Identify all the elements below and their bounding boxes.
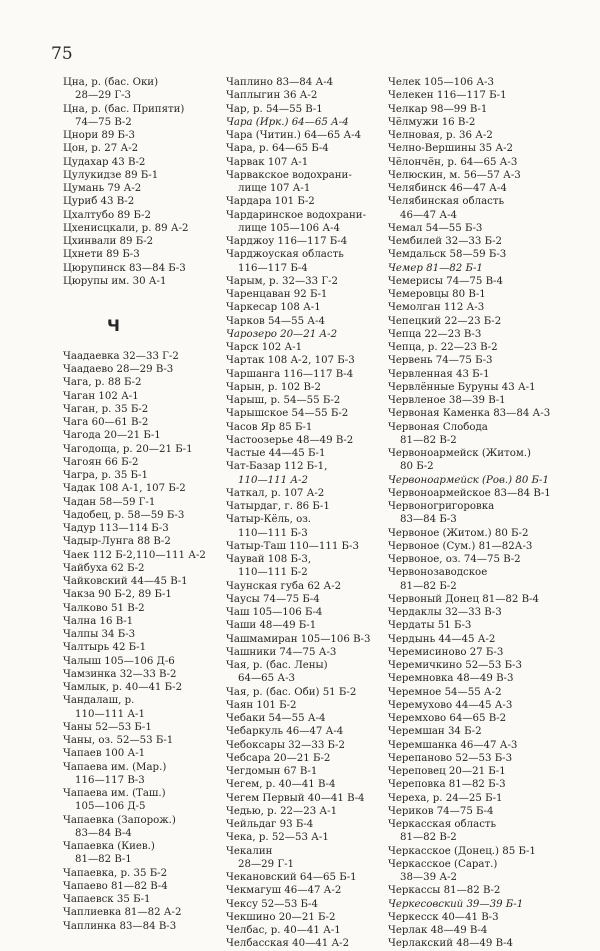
index-entry: Чёлончён, р. 64—65 А-3	[388, 156, 518, 168]
index-entry: Червоное (Житом.) 80 Б-2	[388, 527, 529, 539]
index-entry: Чаплыгин 36 А-2	[226, 90, 318, 102]
index-entry: 83—84 В-4	[75, 827, 132, 839]
index-entry: Цхенисцкали, р. 89 А-2	[63, 222, 189, 234]
index-entry: Чебаки 54—55 А-4	[226, 713, 326, 724]
index-entry: Чердаклы 32—33 В-3	[388, 607, 502, 618]
index-entry: 81—82 В-2	[400, 832, 457, 844]
index-entry: Череповец 20—21 Б-1	[388, 766, 506, 777]
index-entry: Цумань 79 А-2	[63, 183, 142, 194]
index-entry: Чадыр-Лунга 88 В-2	[63, 536, 171, 548]
index-column-3	[388, 76, 558, 951]
index-entry: Чемер 81—82 Б-1	[388, 262, 483, 274]
index-entry: 110—111 А-2	[238, 474, 308, 486]
index-entry: Чага, р. 88 Б-2	[63, 377, 142, 389]
index-entry: Чегем, р. 40—41 В-4	[226, 779, 336, 791]
index-entry: Челекен 116—117 Б-1	[388, 90, 507, 102]
index-entry: Черкасское (Донец.) 85 Б-1	[388, 845, 536, 857]
index-entry: Чалпы 34 Б-3	[63, 629, 136, 640]
index-entry: Червленная 43 Б-1	[388, 368, 490, 380]
index-entry: Черкасское (Сарат.)	[388, 858, 498, 870]
index-entry: Чепца, р. 22—23 В-2	[388, 342, 498, 353]
index-entry: Чапаев 100 А-1	[63, 748, 146, 760]
index-entry: Чара (Ирк.) 64—65 А-4	[226, 116, 349, 128]
index-entry: Чадан 58—59 Г-1	[63, 496, 156, 508]
index-entry: Чаек 112 Б-2,110—111 А-2	[63, 549, 206, 561]
index-entry: Чатыр-Кёль, оз.	[226, 514, 311, 526]
index-entry: 116—117 В-3	[75, 774, 145, 786]
index-entry: Чебоксары 32—33 Б-2	[226, 739, 345, 751]
index-entry: Черкесск 40—41 В-3	[388, 911, 499, 923]
index-entry: Чая, р. (бас. Оби) 51 Б-2	[226, 686, 357, 698]
index-entry: Чепца 22—23 В-3	[388, 328, 482, 340]
index-entry: Чакза 90 Б-2, 89 Б-1	[63, 589, 172, 601]
index-entry: Чекалин	[226, 845, 273, 857]
index-entry: Черемное 54—55 А-2	[388, 686, 502, 698]
index-entry: Челюскин, м. 56—57 А-3	[388, 169, 521, 181]
index-entry: Чатырдаг, г. 86 Б-1	[226, 501, 330, 512]
index-entry: Чебсара 20—21 Б-2	[226, 752, 331, 764]
index-entry: Цюрупы им. 30 А-1	[63, 275, 167, 287]
index-entry: Частоозерье 48—49 В-2	[226, 434, 354, 446]
index-entry: Чапаево 81—82 В-4	[63, 880, 168, 892]
index-entry: Чегдомын 67 В-1	[226, 766, 318, 777]
index-entry: Чаркесар 108 А-1	[226, 302, 321, 314]
index-entry: Чагодоща, р. 20—21 Б-1	[63, 443, 193, 455]
index-entry: Чаплиевка 81—82 А-2	[63, 907, 182, 919]
index-entry: Червень 74—75 Б-3	[388, 355, 493, 367]
index-entry: Чаян 101 Б-2	[226, 699, 297, 711]
index-entry: Челно-Вершины 35 А-2	[388, 143, 514, 155]
index-entry: Чаткал, р. 107 А-2	[226, 487, 325, 499]
index-entry: Чаши 48—49 Б-1	[226, 620, 317, 632]
index-entry: Чемолган 112 А-3	[388, 302, 485, 314]
index-entry: Цон, р. 27 А-2	[63, 143, 139, 155]
index-entry: Чат-Базар 112 Б-1,	[226, 461, 328, 473]
index-entry: Червоное (Сум.) 81—82А-3	[388, 540, 533, 552]
index-entry: 64—65 А-3	[238, 673, 295, 685]
index-entry: лище 105—106 А-4	[238, 222, 340, 234]
index-entry: Чаунская губа 62 А-2	[226, 580, 342, 592]
index-entry: 116—117 Б-4	[238, 262, 308, 274]
index-column-1	[63, 76, 213, 933]
index-entry: Чапаева им. (Таш.)	[63, 788, 166, 799]
index-entry: Челкар 98—99 В-1	[388, 103, 488, 115]
index-entry: Черемичкино 52—53 Б-3	[388, 660, 522, 671]
index-entry: 80 Б-2	[400, 461, 434, 473]
page-number: 75	[51, 44, 73, 64]
index-entry: 83—84 Б-3	[400, 514, 457, 526]
index-entry: Чарын, р. 102 В-2	[226, 381, 321, 393]
index-column-2	[226, 76, 380, 951]
index-entry: Цна, р. (бас. Припяти)	[63, 103, 185, 115]
index-entry: Чапаевка (Киев.)	[63, 841, 155, 852]
index-entry: Чарков 54—55 А-4	[226, 315, 325, 327]
index-entry: Червоная Слобода	[388, 421, 488, 433]
index-entry: Черлакский 48—49 В-4	[388, 938, 513, 950]
index-entry: Чекмагуш 46—47 А-2	[226, 885, 342, 897]
index-entry: Челябинск 46—47 А-4	[388, 183, 507, 194]
index-entry: Чапаева им. (Мар.)	[63, 761, 167, 773]
index-entry: Цюрупинск 83—84 Б-3	[63, 262, 186, 274]
index-entry: Чара, р. 64—65 Б-4	[226, 143, 329, 155]
index-entry: Червленое 38—39 В-1	[388, 395, 506, 406]
index-entry: Чемал 54—55 Б-3	[388, 222, 483, 234]
index-entry: Чалково 51 В-2	[63, 602, 145, 614]
index-entry: Челбасская 40—41 А-2	[226, 938, 350, 950]
index-entry: Чаган 102 А-1	[63, 390, 139, 402]
index-entry: 28—29 Г-3	[75, 90, 132, 102]
index-entry: 81—82 В-1	[75, 854, 132, 866]
index-entry: Чаусы 74—75 Б-4	[226, 593, 320, 605]
index-entry: лище 107 А-1	[238, 183, 311, 194]
index-entry: Чашники 74—75 А-3	[226, 646, 337, 658]
index-entry: Цхинвали 89 Б-2	[63, 236, 154, 247]
index-entry: Чёлмужи 16 В-2	[388, 116, 476, 128]
index-entry: Челябинская область	[388, 196, 505, 208]
index-entry: Чатыр-Таш 110—111 Б-3	[226, 540, 359, 552]
index-entry: Чагоян 66 Б-2	[63, 456, 139, 468]
index-entry: Чадур 113—114 Б-3	[63, 523, 169, 534]
index-entry: Цнори 89 Б-3	[63, 130, 135, 141]
index-entry: Чердаты 51 Б-3	[388, 620, 472, 632]
index-entry: Чаплинка 83—84 В-3	[63, 920, 177, 932]
index-entry: Чарым, р. 32—33 Г-2	[226, 275, 338, 287]
index-entry: Цудахар 43 В-2	[63, 156, 146, 168]
index-entry: Червонозаводское	[388, 567, 488, 579]
index-entry: 105—106 Д-5	[75, 801, 146, 813]
index-entry: Черлак 48—49 В-4	[388, 925, 488, 936]
index-entry: Чар, р. 54—55 В-1	[226, 103, 323, 115]
index-entry: Чекановский 64—65 Б-1	[226, 872, 357, 883]
index-entry: Чара (Читин.) 64—65 А-4	[226, 130, 362, 141]
index-entry: Чердынь 44—45 А-2	[388, 633, 496, 645]
index-entry: Чемдальск 58—59 Б-3	[388, 249, 507, 261]
index-entry: Червоноармейск (Житом.)	[388, 448, 531, 459]
index-entry: 81—82 В-2	[400, 434, 457, 446]
index-entry: Чепецкий 22—23 Б-2	[388, 315, 502, 327]
index-entry: Чемерисы 74—75 В-4	[388, 275, 503, 287]
index-entry: Череха, р. 24—25 Б-1	[388, 792, 503, 804]
index-entry: Чандалаш, р.	[63, 695, 135, 707]
index-entry: Челек 105—106 А-3	[388, 77, 494, 88]
index-entry: Чарск 102 А-1	[226, 342, 303, 353]
index-entry: Чаршанга 116—117 В-4	[226, 368, 354, 380]
index-entry: Чаувай 108 Б-3,	[226, 554, 312, 565]
index-entry: Чаадаево 28—29 В-3	[63, 364, 174, 375]
index-entry: Чапаевка, р. 35 Б-2	[63, 867, 168, 879]
index-entry: 28—29 Г-1	[238, 858, 295, 870]
index-entry: Чагра, р. 35 Б-1	[63, 470, 148, 481]
index-entry: 38—39 А-2	[400, 872, 457, 883]
index-entry: Чалыш 105—106 Д-6	[63, 655, 175, 667]
index-entry: Червоное, оз. 74—75 В-2	[388, 554, 521, 565]
index-entry: Чембилей 32—33 Б-2	[388, 236, 503, 247]
index-entry: Чека, р. 52—53 А-1	[226, 832, 329, 844]
index-entry: Чайбуха 62 Б-2	[63, 562, 145, 574]
index-entry: 74—75 В-2	[75, 116, 132, 128]
index-entry: Чедью, р. 22—23 А-1	[226, 805, 338, 817]
index-entry: Червоная Каменка 83—84 А-3	[388, 408, 551, 420]
index-entry: Чардаринское водохрани-	[226, 209, 367, 221]
index-entry: Чаадаевка 32—33 Г-2	[63, 350, 179, 362]
index-entry: Чарышское 54—55 Б-2	[226, 408, 349, 420]
index-entry: Цулукидзе 89 Б-1	[63, 169, 159, 181]
index-entry: Чая, р. (бас. Лены)	[226, 660, 328, 671]
index-entry: Черемхово 64—65 В-2	[388, 713, 507, 724]
index-entry: Частые 44—45 Б-1	[226, 448, 326, 459]
index-entry: Чага 60—61 В-2	[63, 417, 149, 428]
blank-line	[63, 301, 213, 314]
index-entry: Чаренцаван 92 Б-1	[226, 289, 328, 300]
index-entry: Чалтырь 42 Б-1	[63, 642, 147, 654]
index-entry: Чагода 20—21 Б-1	[63, 430, 161, 442]
index-entry: Чарозеро 20—21 А-2	[226, 328, 338, 340]
index-entry: Челбас, р. 40—41 А-1	[226, 925, 341, 936]
index-entry: Червоноармейское 83—84 В-1	[388, 487, 551, 499]
index-entry: Челновая, р. 36 А-2	[388, 130, 493, 141]
index-entry: Чайковский 44—45 В-1	[63, 576, 188, 587]
index-entry: Цуриб 43 В-2	[63, 196, 135, 208]
index-entry: Чапаевск 35 Б-1	[63, 894, 151, 905]
index-entry: Чарджоуская область	[226, 249, 344, 261]
index-entry: Чапаевка (Запорож.)	[63, 814, 176, 826]
index-entry: Цхалтубо 89 Б-2	[63, 209, 151, 221]
index-entry: Чамзинка 32—33 В-2	[63, 668, 177, 680]
blank-line	[63, 337, 213, 350]
index-entry: Чаш 105—106 Б-4	[226, 607, 323, 618]
index-entry: Черемухово 44—45 А-3	[388, 699, 513, 711]
index-entry: Черепаново 52—53 Б-3	[388, 752, 513, 764]
index-entry: Чартак 108 А-2, 107 Б-3	[226, 355, 355, 367]
index-entry: Червоноармейск (Ров.) 80 Б-1	[388, 474, 549, 486]
index-entry: Чаны 52—53 Б-1	[63, 721, 152, 733]
index-entry: Черкесовский 39—39 Б-1	[388, 898, 524, 910]
index-entry: Чална 16 В-1	[63, 615, 134, 627]
index-entry: Чарвак 107 А-1	[226, 156, 309, 168]
index-entry: Чебаркуль 46—47 А-4	[226, 726, 344, 738]
index-entry: 46—47 А-4	[400, 209, 457, 221]
index-entry: Часов Яр 85 Б-1	[226, 421, 313, 433]
index-entry: Червлённые Буруны 43 А-1	[388, 381, 536, 393]
index-entry: Червоный Донец 81—82 В-4	[388, 593, 540, 605]
index-entry: Черемшанка 46—47 А-3	[388, 739, 518, 751]
index-entry: Чарыш, р. 54—55 Б-2	[226, 395, 341, 406]
index-entry: Цхнети 89 Б-3	[63, 249, 140, 261]
index-entry: Чашмамиран 105—106 В-3	[226, 633, 371, 645]
index-entry: Черкассы 81—82 В-2	[388, 885, 501, 897]
index-entry: Чемеровцы 80 В-1	[388, 289, 486, 300]
index-entry: Чаплино 83—84 А-4	[226, 77, 334, 88]
index-entry: 81—82 Б-2	[400, 580, 457, 592]
index-entry: Чаны, оз. 52—53 Б-1	[63, 735, 174, 746]
blank-line	[63, 288, 213, 301]
index-entry: Чадобец, р. 58—59 Б-3	[63, 509, 185, 521]
index-entry: Чарвакское водохрани-	[226, 169, 352, 181]
index-entry: Чейльдаг 93 Б-4	[226, 819, 314, 830]
index-entry: Чериков 74—75 Б-4	[388, 805, 494, 817]
index-entry: Чардара 101 Б-2	[226, 196, 315, 208]
index-entry: Червоногригоровка	[388, 501, 495, 512]
index-entry: Цна, р. (бас. Оки)	[63, 77, 159, 88]
index-entry: Чаган, р. 35 Б-2	[63, 403, 149, 415]
index-entry: Череповка 81—82 Б-3	[388, 779, 506, 791]
index-entry: 110—111 А-1	[75, 708, 145, 720]
index-entry: Чадак 108 А-1, 107 Б-2	[63, 483, 186, 495]
index-entry: Черкасская область	[388, 819, 497, 830]
index-entry: Черемисиново 27 Б-3	[388, 646, 504, 658]
index-entry: Чамлык, р. 40—41 Б-2	[63, 682, 183, 693]
index-entry: Чекшино 20—21 Б-2	[226, 911, 336, 923]
index-entry: Чегем Первый 40—41 В-4	[226, 792, 365, 804]
index-entry: Черемновка 48—49 В-3	[388, 673, 514, 685]
index-entry: Чексу 52—53 Б-4	[226, 898, 318, 910]
index-entry: 110—111 Б-3	[238, 527, 308, 539]
section-letter-heading: Ч	[107, 315, 120, 335]
index-entry: Черемшан 34 Б-2	[388, 726, 482, 738]
index-entry: 110—111 Б-2	[238, 567, 308, 579]
index-entry: Чарджоу 116—117 Б-4	[226, 236, 348, 247]
